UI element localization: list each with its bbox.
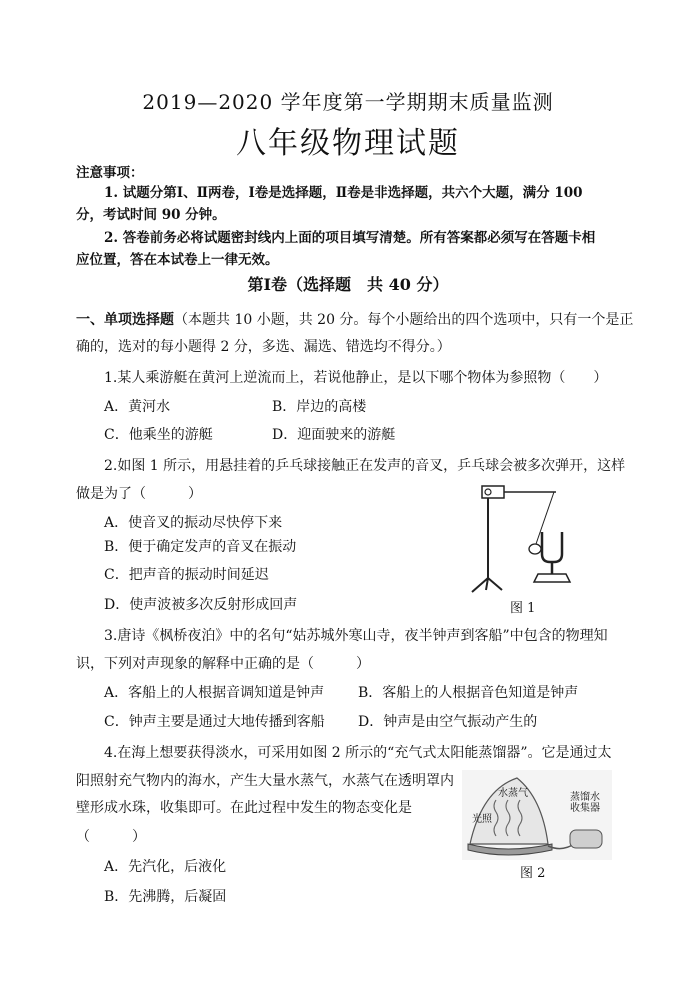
q1-option-a: A．黄河水 — [104, 399, 171, 415]
q4-stem-line2: 阳照射充气物内的海水，产生大量水蒸气，水蒸气在透明罩内 — [76, 773, 454, 789]
section-title: 第Ⅰ卷（选择题 共 40 分） — [247, 275, 449, 294]
section-intro-line1 — [76, 309, 633, 329]
q2-option-a: A．使音叉的振动尽快停下来 — [104, 515, 283, 531]
q1-option-d: D．迎面驶来的游艇 — [272, 427, 396, 443]
q1-option-b: B．岸边的高楼 — [272, 399, 367, 415]
q4-stem-line1: 4.在海上想要获得淡水，可采用如图 2 所示的“充气式太阳能蒸馏器”。它是通过太 — [104, 745, 612, 761]
q3-option-b: B．客船上的人根据音色知道是钟声 — [358, 685, 579, 701]
q3-stem-line1: 3.唐诗《枫桥夜泊》中的名句“姑苏城外寒山寺，夜半钟声到客船”中包含的物理知 — [104, 628, 608, 644]
q1-stem: 1.某人乘游艇在黄河上逆流而上，若说他静止，是以下哪个物体为参照物（ ） — [104, 370, 608, 386]
fig2-vapor-label: 水蒸气 — [498, 788, 528, 799]
q1-option-c: C．他乘坐的游艇 — [104, 427, 213, 443]
q3-option-a: A．客船上的人根据音调知道是钟声 — [104, 685, 325, 701]
q2-option-b: B．便于确定发声的音叉在振动 — [104, 539, 297, 555]
q3-option-d: D．钟声是由空气振动产生的 — [358, 714, 538, 730]
section-intro-text: （本题共 10 小题，共 20 分。每个小题给出的四个选项中，只有一个是正 — [174, 312, 634, 328]
tuning-fork — [542, 532, 562, 562]
section-intro-line2: 确的，选对的每小题得 2 分，多选、漏选、错选均不得分。） — [76, 339, 451, 355]
figure-2-solar-still — [462, 770, 612, 860]
section-intro-heading: 一、单项选择题 — [76, 312, 174, 328]
fig2-collector-label-line2: 收集器 — [570, 803, 600, 814]
fig2-light-label: 光照 — [472, 814, 492, 825]
fig2-collector-label-line1: 蒸馏水 — [570, 792, 600, 803]
notes-item2-line1: 2. 答卷前务必将试题密封线内上面的项目填写清楚。所有答案都必须写在答题卡相 — [104, 230, 596, 246]
q2-stem-line2: 做是为了（ ） — [76, 486, 202, 502]
figure-2-label: 图 2 — [520, 866, 546, 881]
figure-1-label: 图 1 — [510, 601, 536, 616]
page-title: 八年级物理试题 — [236, 126, 460, 161]
q3-stem-line2: 识，下列对声现象的解释中正确的是（ ） — [76, 656, 370, 672]
ping-pong-ball — [529, 544, 541, 554]
q4-option-a: A．先汽化，后液化 — [104, 859, 227, 875]
q4-stem-line3: 壁形成水珠，收集即可。在此过程中发生的物态变化是 — [76, 800, 412, 816]
q4-option-b: B．先沸腾，后凝固 — [104, 889, 227, 905]
notes-heading: 注意事项： — [76, 165, 144, 181]
fig2-collector-label — [570, 792, 600, 814]
q4-stem-line4: （ ） — [76, 829, 146, 845]
q2-option-d: D．使声波被多次反射形成回声 — [104, 597, 298, 613]
exam-header: 2019—2020 学年度第一学期期末质量监测 — [142, 90, 554, 114]
notes-item1-line1: 1. 试题分第Ⅰ、Ⅱ两卷，Ⅰ卷是选择题，Ⅱ卷是非选择题，共六个大题，满分 100 — [104, 185, 583, 201]
q2-option-c: C．把声音的振动时间延迟 — [104, 567, 269, 583]
figure-1-tuning-fork-apparatus — [466, 482, 584, 594]
q3-option-c: C．钟声主要是通过大地传播到客船 — [104, 714, 325, 730]
resonance-box — [534, 574, 570, 582]
distilled-water-collector — [570, 830, 602, 848]
notes-item1-line2: 分，考试时间 90 分钟。 — [76, 207, 226, 223]
stand-base — [472, 578, 502, 592]
q2-stem-line1: 2.如图 1 所示，用悬挂着的乒乓球接触正在发声的音叉，乒乓球会被多次弹开，这样 — [104, 458, 626, 474]
notes-item2-line2: 应位置，答在本试卷上一律无效。 — [76, 252, 279, 268]
suspension-thread — [536, 492, 554, 544]
